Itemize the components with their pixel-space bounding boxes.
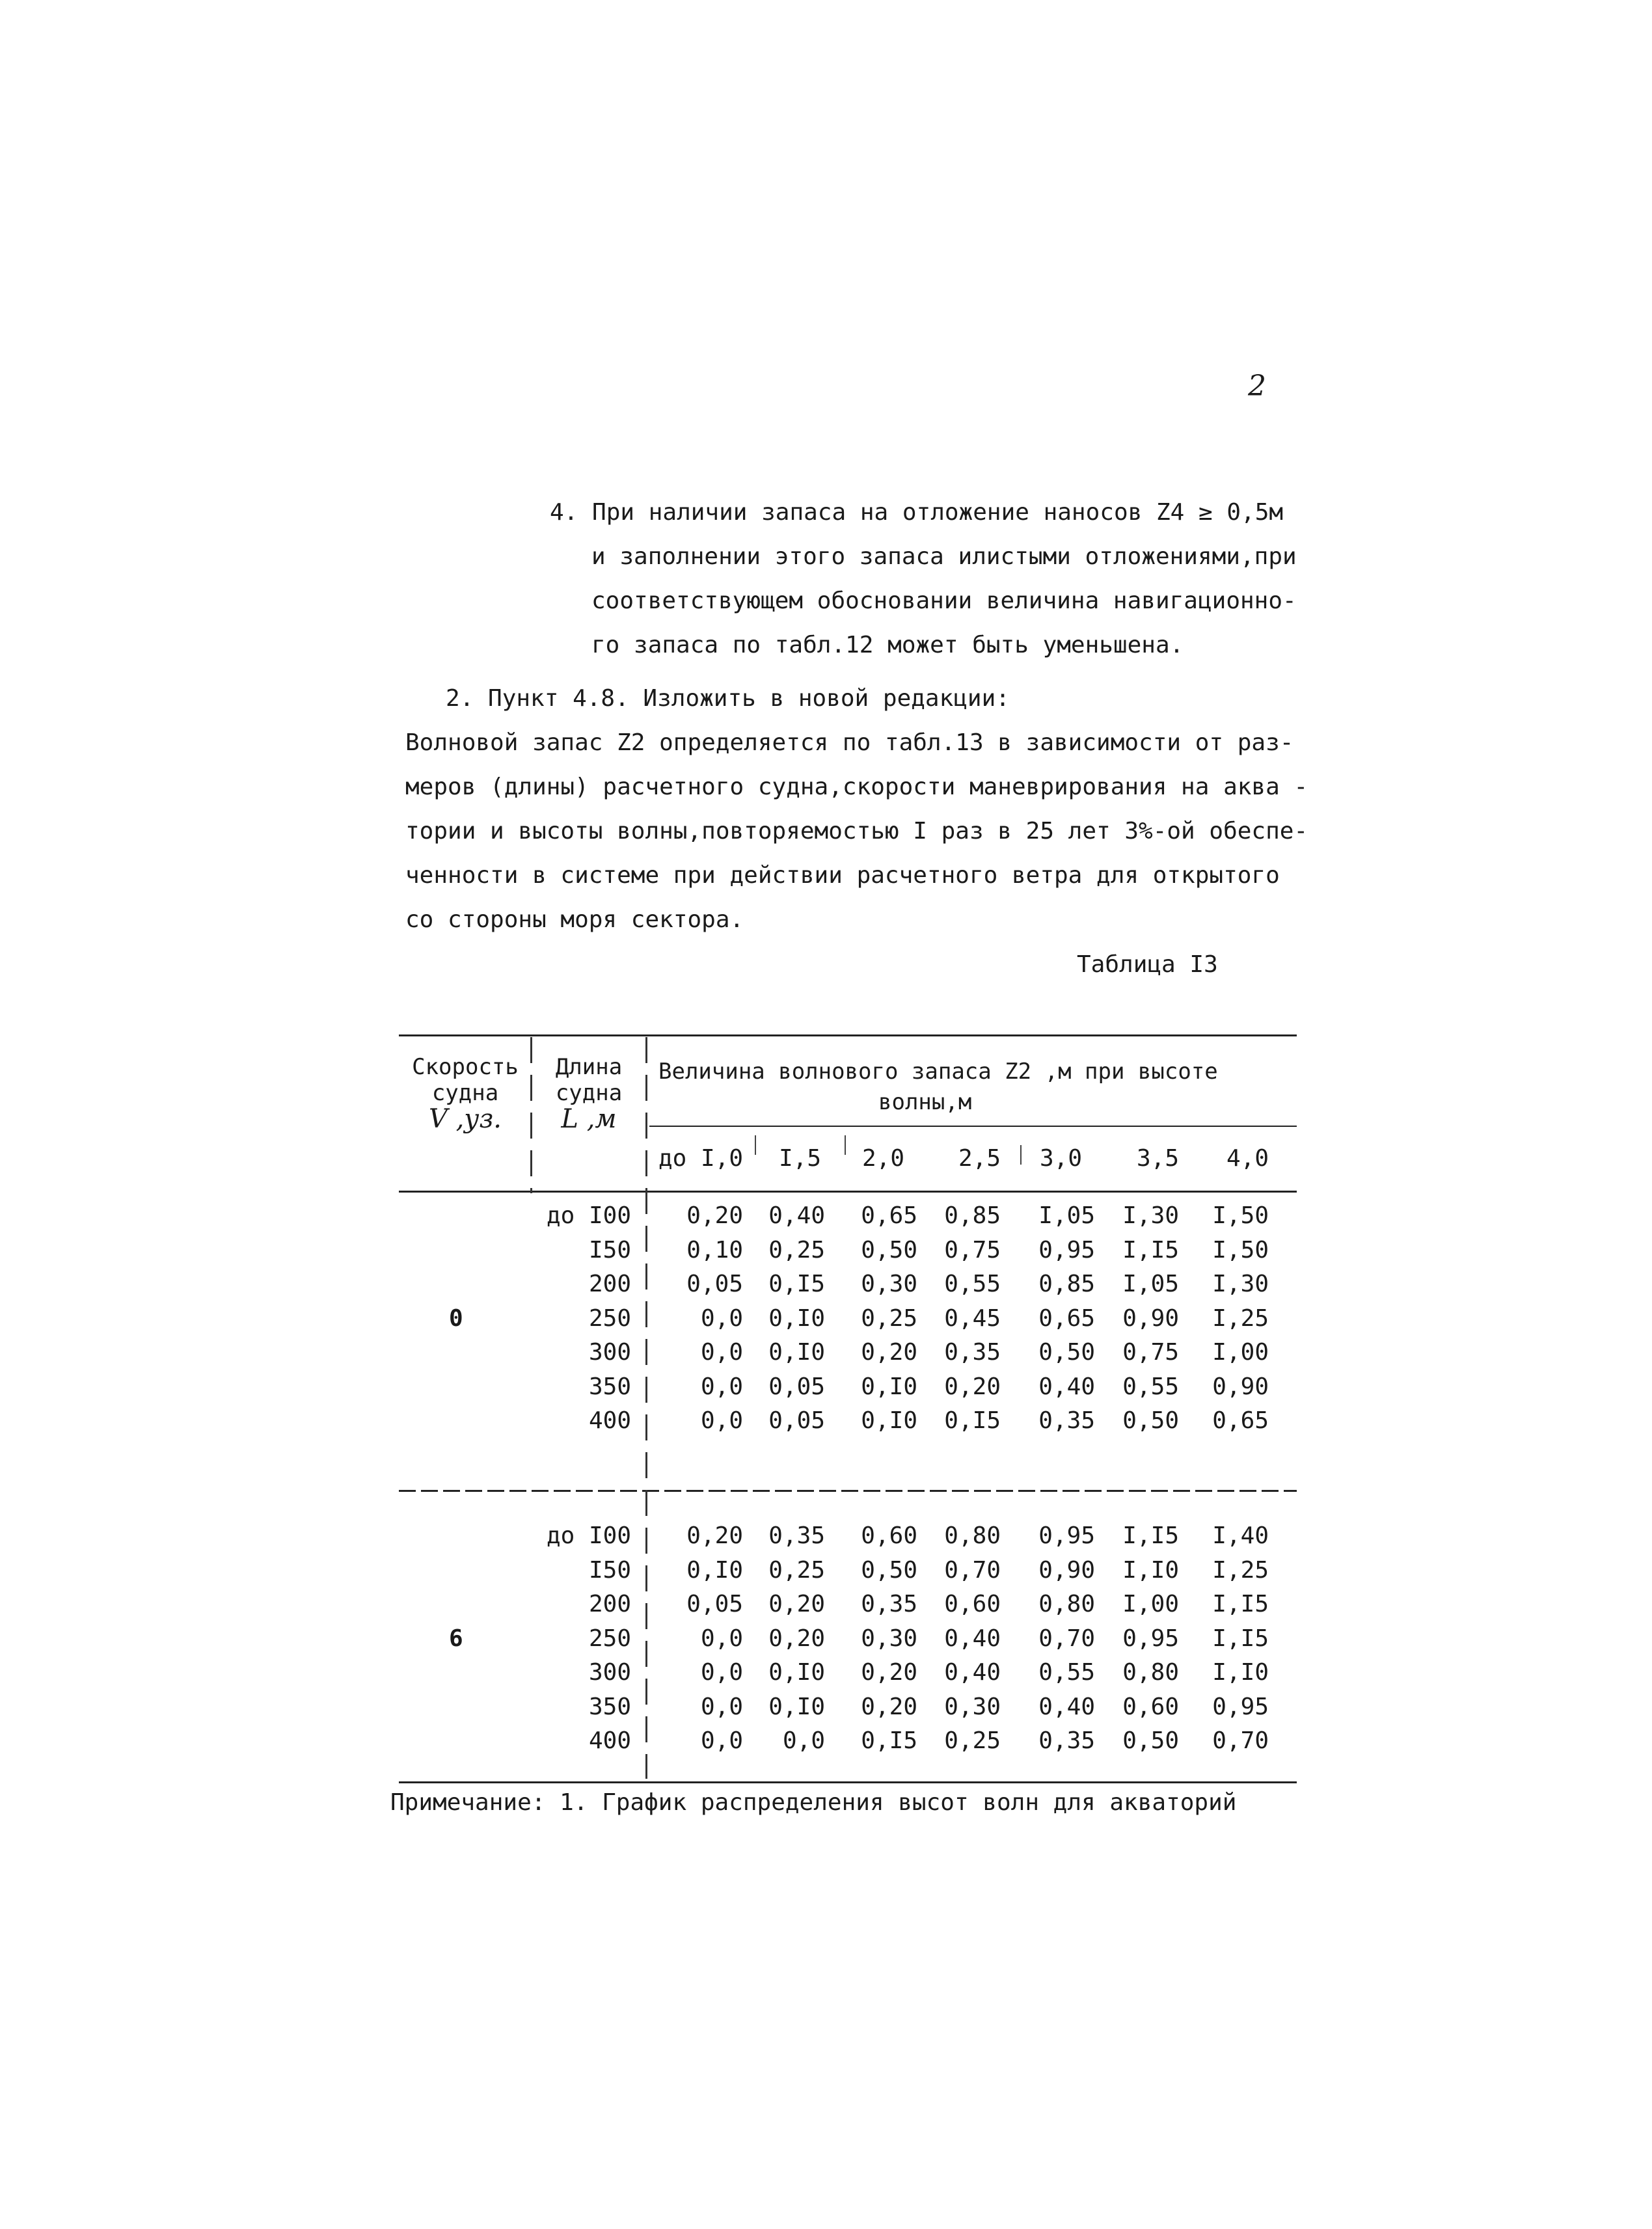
table-cell: 0,40 — [944, 1625, 1001, 1652]
column-divider — [645, 1037, 647, 1779]
ship-length-value: I50 — [588, 1556, 631, 1584]
table-cell: 0,35 — [768, 1522, 825, 1549]
speed-header-line: Скорость — [412, 1054, 519, 1080]
wave-height-column-header: 3,0 — [1039, 1145, 1082, 1172]
table-cell: 0,05 — [768, 1373, 825, 1400]
table-cell: I,00 — [1212, 1339, 1269, 1366]
table-cell: 0,50 — [861, 1236, 917, 1263]
table-cell: 0,20 — [861, 1659, 917, 1686]
table-cell: 0,I0 — [768, 1304, 825, 1332]
table-cell: I,I5 — [1122, 1236, 1179, 1263]
table-note: Примечание: 1. График распределения высот волн для акваторий — [390, 1789, 1237, 1816]
wave-height-column-header: 4,0 — [1226, 1145, 1269, 1172]
table-cell: 0,80 — [944, 1522, 1001, 1549]
table-cell: 0,50 — [1038, 1339, 1095, 1366]
table-cell: 0,25 — [768, 1556, 825, 1584]
table-cell: 0,80 — [1122, 1659, 1179, 1686]
item-4-line: 4. При наличии запаса на отложение наносов Z4 ≥ 0,5м — [550, 499, 1284, 526]
table-cell: 0,0 — [700, 1373, 743, 1400]
wave-reserve-header: Величина волнового запаса Z2 ,м при высоте — [658, 1059, 1218, 1085]
length-column-header — [534, 1054, 644, 1132]
table-cell: 0,25 — [944, 1727, 1001, 1754]
ship-length-value: до I00 — [546, 1202, 631, 1229]
table-cell: 0,0 — [700, 1407, 743, 1434]
item-2-heading: 2. Пункт 4.8. Изложить в новой редакции: — [446, 685, 1010, 712]
table-cell: 0,10 — [686, 1236, 743, 1263]
table-cell: 0,0 — [700, 1625, 743, 1652]
column-divider — [530, 1037, 532, 1193]
length-header-symbol: L ,м — [561, 1104, 617, 1134]
table-cell: 0,70 — [1212, 1727, 1269, 1754]
header-split-rule — [649, 1126, 1297, 1127]
table-cell: 0,90 — [1038, 1556, 1095, 1584]
ship-length-value: 400 — [588, 1407, 631, 1434]
table-cell: 0,0 — [700, 1693, 743, 1720]
table-cell: 0,I0 — [768, 1693, 825, 1720]
ship-length-value: 200 — [588, 1591, 631, 1617]
table-cell: 0,35 — [1038, 1727, 1095, 1754]
table-cell: 0,05 — [686, 1271, 743, 1297]
table-cell: 0,50 — [1122, 1407, 1179, 1434]
table-cell: 0,70 — [1038, 1625, 1095, 1652]
table-cell: 0,05 — [686, 1591, 743, 1617]
table-cell: 0,85 — [1038, 1271, 1095, 1297]
table-cell: 0,95 — [1122, 1625, 1179, 1652]
table-cell: 0,40 — [1038, 1693, 1095, 1720]
table-cell: 0,95 — [1038, 1236, 1095, 1263]
table-cell: 0,0 — [782, 1727, 825, 1754]
body-line: Волновой запас Z2 определяется по табл.13 в зависимости от раз- — [405, 729, 1294, 756]
table-cell: 0,40 — [1038, 1373, 1095, 1400]
item-4-paragraph — [550, 491, 1297, 668]
table-cell: 0,20 — [768, 1591, 825, 1617]
speed-value: 0 — [449, 1304, 463, 1332]
table-cell: 0,20 — [861, 1693, 917, 1720]
table-cell: 0,75 — [1122, 1339, 1179, 1366]
body-line: меров (длины) расчетного судна,скорости маневрирования на аква - — [405, 774, 1308, 800]
table-cell: 0,65 — [1038, 1304, 1095, 1332]
table-cell: 0,50 — [861, 1556, 917, 1584]
item-4-line: соответствующем обосновании величина навигационно- — [591, 588, 1297, 614]
table-cell: 0,20 — [768, 1625, 825, 1652]
wave-height-column-header: до I,0 — [658, 1145, 743, 1172]
speed-header-line: судна — [431, 1080, 499, 1106]
table-cell: 0,70 — [944, 1556, 1001, 1584]
ship-length-value: 200 — [588, 1271, 631, 1297]
table-cell: 0,50 — [1122, 1727, 1179, 1754]
table-cell: I,05 — [1038, 1202, 1095, 1229]
table-cell: I,05 — [1122, 1271, 1179, 1297]
table-cell: 0,20 — [686, 1202, 743, 1229]
length-header-line: судна — [555, 1080, 623, 1106]
item-4-line: и заполнении этого запаса илистыми отложениями,при — [591, 543, 1297, 570]
table-cell: 0,0 — [700, 1727, 743, 1754]
table-cell: 0,80 — [1038, 1591, 1095, 1617]
ship-length-value: 300 — [588, 1659, 631, 1686]
table-cell: I,50 — [1212, 1236, 1269, 1263]
ship-length-value: 400 — [588, 1727, 631, 1754]
wave-height-column-header: 2,5 — [958, 1145, 1001, 1172]
table-cell: 0,40 — [944, 1659, 1001, 1686]
table-cell: 0,0 — [700, 1304, 743, 1332]
table-cell: 0,I0 — [861, 1373, 917, 1400]
table-cell: I,50 — [1212, 1202, 1269, 1229]
length-header-line: Длина — [555, 1054, 623, 1080]
table-cell: 0,30 — [861, 1625, 917, 1652]
table-top-rule — [399, 1034, 1297, 1036]
speed-value: 6 — [449, 1625, 463, 1652]
ship-length-value: 250 — [588, 1625, 631, 1652]
table-cell: 0,20 — [944, 1373, 1001, 1400]
table-cell: 0,55 — [1122, 1373, 1179, 1400]
table-cell: 0,90 — [1212, 1373, 1269, 1400]
table-cell: 0,55 — [1038, 1659, 1095, 1686]
wave-height-column-header: I,5 — [778, 1145, 821, 1172]
speed-column-header — [400, 1054, 530, 1132]
table-cell: 0,60 — [944, 1591, 1001, 1617]
wave-height-column-header: 2,0 — [861, 1145, 904, 1172]
table-cell: I,25 — [1212, 1304, 1269, 1332]
table-cell: 0,35 — [1038, 1407, 1095, 1434]
ship-length-value: I50 — [588, 1236, 631, 1263]
ship-length-value: 350 — [588, 1693, 631, 1720]
table-cell: 0,65 — [1212, 1407, 1269, 1434]
table-cell: 0,20 — [686, 1522, 743, 1549]
table-cell: I,I0 — [1212, 1659, 1269, 1686]
table-cell: 0,90 — [1122, 1304, 1179, 1332]
table-cell: 0,30 — [944, 1693, 1001, 1720]
table-cell: 0,85 — [944, 1202, 1001, 1229]
table-cell: I,40 — [1212, 1522, 1269, 1549]
speed-header-symbol: V ,уз. — [428, 1104, 502, 1134]
table-cell: 0,0 — [700, 1339, 743, 1366]
wave-reserve-paragraph — [405, 721, 1308, 942]
table-caption: Таблица I3 — [1077, 951, 1218, 978]
group-divider-rule — [399, 1490, 1297, 1492]
ship-length-value: 350 — [588, 1373, 631, 1400]
table-cell: 0,I0 — [686, 1556, 743, 1584]
table-cell: 0,0 — [700, 1659, 743, 1686]
table-cell: 0,20 — [861, 1339, 917, 1366]
table-cell: 0,25 — [861, 1304, 917, 1332]
table-cell: 0,40 — [768, 1202, 825, 1229]
page-number: 2 — [1248, 370, 1266, 403]
body-line: со стороны моря сектора. — [405, 906, 744, 933]
table-cell: 0,75 — [944, 1236, 1001, 1263]
table-cell: 0,I5 — [861, 1727, 917, 1754]
table-cell: I,I5 — [1122, 1522, 1179, 1549]
item-4-line: го запаса по табл.12 может быть уменьшена. — [591, 632, 1184, 658]
table-cell: 0,35 — [861, 1591, 917, 1617]
table-cell: 0,60 — [861, 1522, 917, 1549]
table-cell: I,I0 — [1122, 1556, 1179, 1584]
table-cell: 0,I0 — [768, 1659, 825, 1686]
ship-length-value: до I00 — [546, 1522, 631, 1549]
table-cell: 0,I5 — [944, 1407, 1001, 1434]
table-cell: 0,I5 — [768, 1271, 825, 1297]
table-cell: I,I5 — [1212, 1591, 1269, 1617]
table-cell: 0,I0 — [861, 1407, 917, 1434]
header-bottom-rule — [399, 1191, 1297, 1193]
table-cell: 0,55 — [944, 1271, 1001, 1297]
table-cell: 0,05 — [768, 1407, 825, 1434]
table-bottom-rule — [399, 1781, 1297, 1783]
table-cell: 0,65 — [861, 1202, 917, 1229]
body-line: ченности в системе при действии расчетного ветра для открытого — [405, 862, 1280, 889]
table-cell: 0,30 — [861, 1271, 917, 1297]
table-cell: I,00 — [1122, 1591, 1179, 1617]
table-cell: 0,95 — [1212, 1693, 1269, 1720]
table-cell: I,I5 — [1212, 1625, 1269, 1652]
table-cell: 0,95 — [1038, 1522, 1095, 1549]
ship-length-value: 250 — [588, 1304, 631, 1332]
table-cell: 0,I0 — [768, 1339, 825, 1366]
table-cell: 0,60 — [1122, 1693, 1179, 1720]
body-line: тории и высоты волны,повторяемостью I раз в 25 лет 3%-ой обеспе- — [405, 818, 1308, 844]
table-cell: I,30 — [1122, 1202, 1179, 1229]
table-cell: 0,35 — [944, 1339, 1001, 1366]
table-cell: 0,45 — [944, 1304, 1001, 1332]
table-cell: I,25 — [1212, 1556, 1269, 1584]
table-cell: 0,25 — [768, 1236, 825, 1263]
wave-height-column-header: 3,5 — [1136, 1145, 1179, 1172]
wave-height-label: волны,м — [878, 1089, 972, 1115]
ship-length-value: 300 — [588, 1339, 631, 1366]
table-cell: I,30 — [1212, 1271, 1269, 1297]
